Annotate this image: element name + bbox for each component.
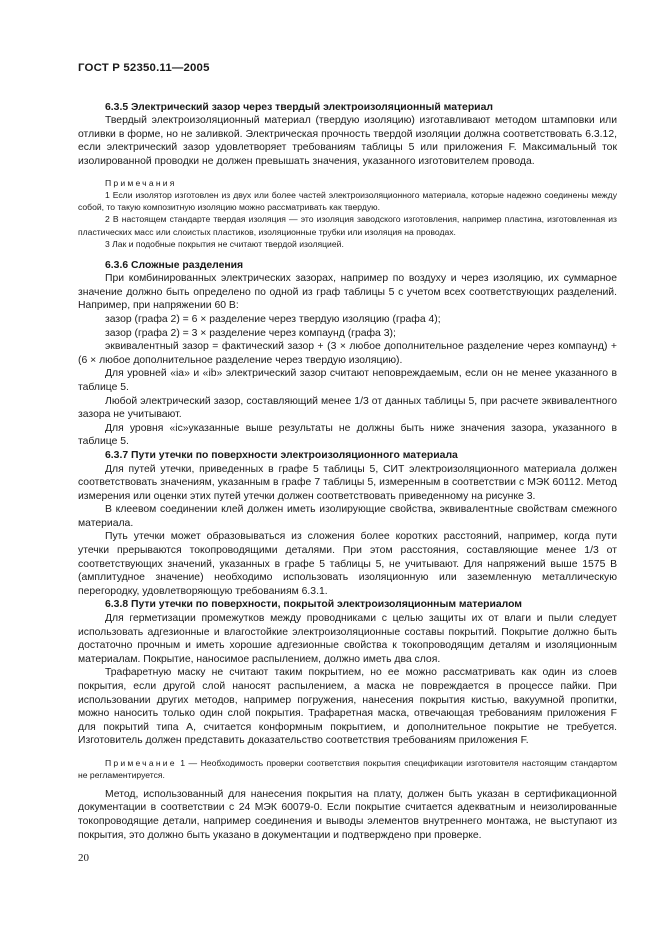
formula-line: зазор (графа 2) = 3 × разделение через компаунд (графа 3); bbox=[105, 327, 396, 339]
section-heading: 6.3.7 Пути утечки по поверхности электроизоляционного материала bbox=[105, 449, 458, 461]
note-label: Примечание bbox=[105, 757, 177, 768]
paragraph: Твердый электроизоляционный материал (твердую изоляцию) изготавливают методом штамповки или отливки в форме, но не заливкой. Электрическая прочность твердой изоляции должна соответствовать 6.3.12, если электрический зазор удовлетворяет требованиям таблицы 5 или приложения F. Максимальный ток изолированной проводки не должен превышать значения, указанного изготовителем провода. bbox=[78, 115, 617, 167]
paragraph: Для герметизации промежутков между проводниками с целью защиты их от влаги и пыли следует использовать адгезионные и влагостойкие электроизоляционные составы покрытий. Покрытие должно быть достаточно прочным и иметь хорошие адгезионные свойства к токопроводящим деталям и изоляционным материалам. Покрытие, наносимое распылением, должно иметь два слоя. bbox=[78, 613, 617, 665]
standard-header: ГОСТ Р 52350.11—2005 bbox=[78, 62, 210, 74]
section-heading: 6.3.5 Электрический зазор через твердый электроизоляционный материал bbox=[105, 101, 493, 113]
section-heading: 6.3.8 Пути утечки по поверхности, покрытой электроизоляционным материалом bbox=[105, 599, 522, 611]
paragraph: Трафаретную маску не считают таким покрытием, но ее можно рассматривать как один из слоев покрытия, если другой слой наносят распылением, а маска не повреждается в процессе пайки. При использовании других методов, например погружения, нанесения покрытия кистью, вакуумной пропитки, можно наносить только один слой покрытия. Трафаретная маска, отвечающая требованиям приложения F для покрытий типа А, считается конформным покрытием, и дополнительное покрытие не требуется. Изготовитель должен представить доказательство соответствия требованиям приложения F. bbox=[78, 667, 617, 747]
note-item: 2 В настоящем стандарте твердая изоляция — это изоляция заводского изготовления, например пластина, изготовленная из пластических масс или слоистых пластиков, изоляционные трубки или изоляция на проводах. bbox=[78, 214, 617, 237]
paragraph: Для уровней «ia» и «ib» электрический зазор считают неповреждаемым, если он не менее указанного в таблице 5. bbox=[78, 368, 617, 393]
paragraph: При комбинированных электрических зазорах, например по воздуху и через изоляцию, их суммарное значение должно быть определено по одной из граф таблицы 5 с учетом всех соответствующих разделений. Например, при напряжении 60 В: bbox=[78, 273, 617, 312]
paragraph: Путь утечки может образовываться из сложения более коротких расстояний, например, когда пути утечки прерываются токопроводящими деталями. При этом расстояния, составляющие менее 1/3 от соответствующих значений, указанных в графе 5 таблицы 5, не учитывают. Для напряжений выше 1575 В (амплитудное значение) необходимо использовать изоляционную или заземленную металлическую перегородку, удовлетворяющую требованиям 6.3.1. bbox=[78, 531, 617, 597]
note-item: 3 Лак и подобные покрытия не считают твердой изоляцией. bbox=[105, 239, 344, 250]
formula-line: эквивалентный зазор = фактический зазор + (3 × любое дополнительное разделение через компаунд) + (6 × любое дополнительное разделение через твердую изоляцию). bbox=[78, 341, 617, 366]
section-heading: 6.3.6 Сложные разделения bbox=[105, 259, 244, 271]
paragraph: Метод, использованный для нанесения покрытия на плату, должен быть указан в сертификационной документации в соответствии с 24 МЭК 60079-0. Если покрытие считается адекватным и неизолированные токопроводящие детали, например соединения и выводы элементов внутреннего монтажа, не выступают из покрытия, это должно быть указано в документации и подтверждено при проверке. bbox=[78, 788, 617, 841]
paragraph: В клеевом соединении клей должен иметь изолирующие свойства, эквивалентные свойствам смежного материала. bbox=[78, 504, 617, 529]
section-6-3-6 bbox=[78, 259, 617, 449]
note-text: 1 — Необходимость проверки соответствия покрытия спецификации изготовителя настоящим стандартом не регламентируется. bbox=[78, 757, 617, 781]
note bbox=[78, 757, 617, 782]
notes-title: Примечания bbox=[105, 177, 177, 188]
note-item: 1 Если изолятор изготовлен из двух или более частей электроизоляционного материала, которые надежно соединены между собой, то такую композитную изоляцию можно рассматривать как твердую. bbox=[78, 189, 617, 212]
formula-line: зазор (графа 2) = 6 × разделение через твердую изоляцию (графа 4); bbox=[105, 313, 441, 325]
paragraph: Для путей утечки, приведенных в графе 5 таблицы 5, СИТ электроизоляционного материала должен соответствовать значениям, указанным в графе 7 таблицы 5, измеренным в соответствии с МЭК 60112. Метод измерения или оценки этих путей утечки должен соответствовать приведенному на рисунке 3. bbox=[78, 463, 617, 502]
section-6-3-5 bbox=[78, 101, 617, 251]
paragraph: Для уровня «ic»указанные выше результаты не должны быть ниже значения зазора, указанного в таблице 5. bbox=[78, 422, 617, 448]
section-6-3-8 bbox=[78, 598, 617, 842]
page-number: 20 bbox=[78, 852, 89, 864]
section-6-3-7 bbox=[78, 449, 617, 599]
paragraph: Любой электрический зазор, составляющий менее 1/3 от данных таблицы 5, при расчете эквивалентного зазора не учитывают. bbox=[78, 395, 617, 421]
